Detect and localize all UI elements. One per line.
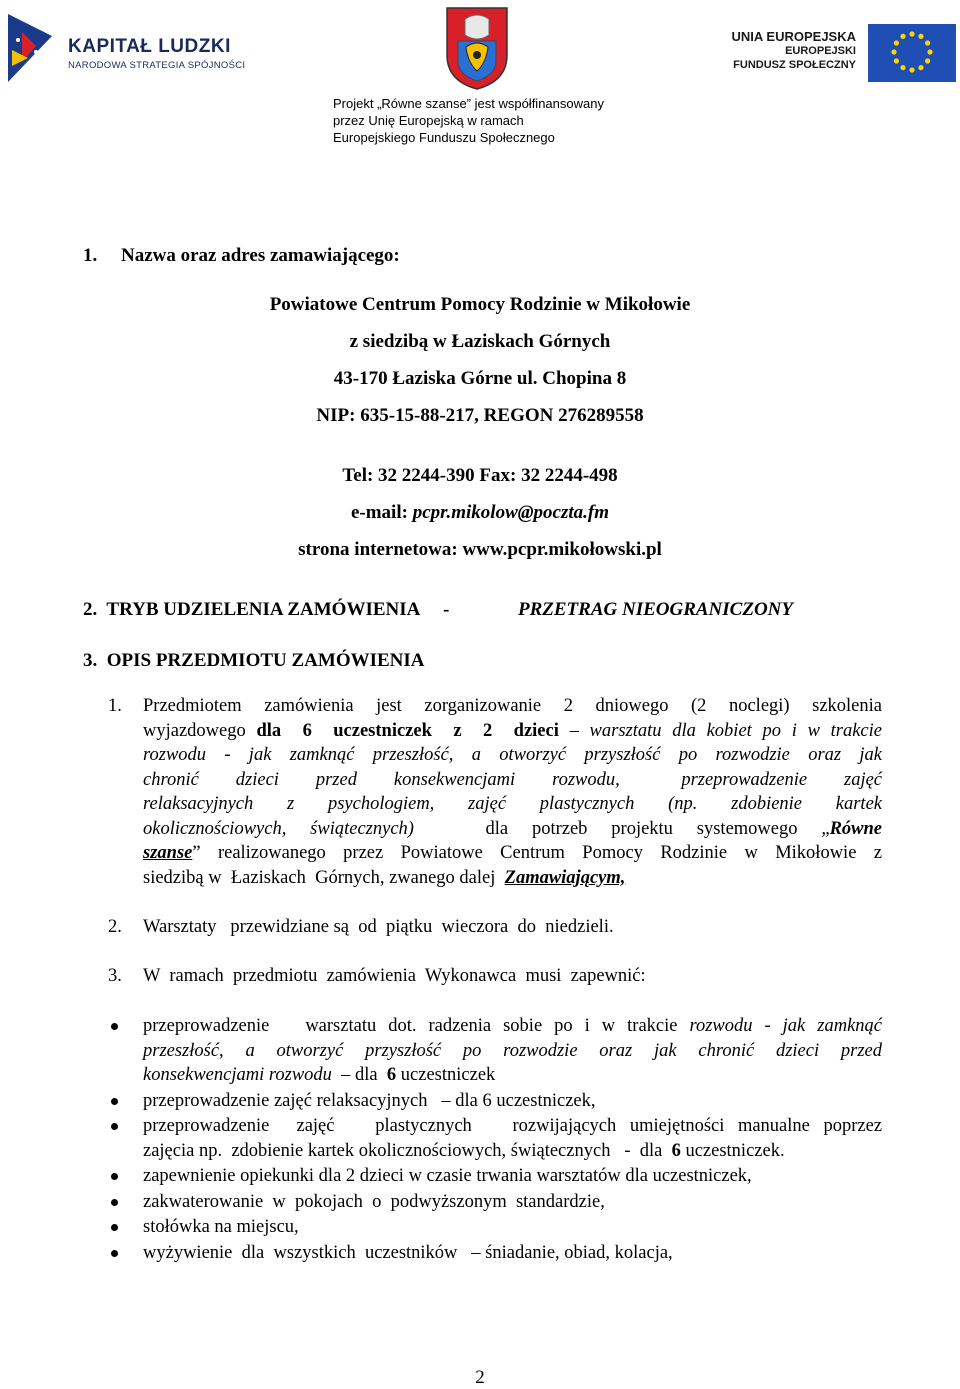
text-run: dla 6 uczestniczek z 2 dzieci <box>256 720 559 741</box>
orderer-address: 43-170 Łaziska Górne ul. Chopina 8 <box>333 368 627 389</box>
email-label: e-mail: <box>350 502 408 523</box>
text-run: – dla <box>331 1065 387 1085</box>
text-run: konsekwencjami rozwodu <box>143 1065 332 1085</box>
requirement-text <box>143 1114 882 1163</box>
text-run: Zamawiającym, <box>504 867 626 888</box>
bullet-icon <box>111 1224 118 1231</box>
orderer-email-row <box>0 502 960 524</box>
section1-heading: Nazwa oraz adres zamawiającego: <box>121 245 400 266</box>
text-line <box>143 792 882 817</box>
text-run: przeszłość, a otworzyć przyszłość po rozwodzie oraz jak chronić dzieci przed <box>143 1040 882 1061</box>
text-run: wyżywienie dla wszystkich uczestników – śniadanie, obiad, kolacja, <box>143 1242 673 1263</box>
text-line <box>143 817 882 842</box>
bullet-icon <box>111 1098 118 1105</box>
project-note <box>333 95 604 146</box>
coat-of-arms-icon <box>444 5 510 91</box>
text-line <box>143 1039 882 1064</box>
orderer-nip-regon: NIP: 635-15-88-217, REGON 276289558 <box>316 405 644 426</box>
text-run: wyjazdowego <box>143 720 257 741</box>
www-link[interactable]: www.pcpr.mikołowski.pl <box>462 539 662 560</box>
text-run: relaksacyjnych z psychologiem, zajęć plastycznych (np. zdobienie kartek <box>143 794 882 814</box>
section1-heading-number: 1. <box>83 245 98 266</box>
text-run: zakwaterowanie w pokojach o podwyższonym standardzie, <box>143 1191 605 1212</box>
text-line <box>143 1014 882 1039</box>
text-run: warsztatu dla kobiet po i w trakcie <box>589 720 882 741</box>
text-run: Przedmiotem zamówienia jest zorganizowanie 2 dniowego (2 noclegi) szkolenia <box>143 696 882 716</box>
text-run: szanse <box>143 843 193 863</box>
text-run: – <box>558 720 590 741</box>
bullet-icon <box>111 1123 118 1130</box>
eu-flag-icon <box>868 24 956 82</box>
text-line <box>143 866 882 891</box>
text-line <box>143 1164 882 1189</box>
text-run: 6 <box>671 1140 681 1161</box>
page-number: 2 <box>475 1367 485 1388</box>
item3-number: 3. <box>108 966 122 986</box>
requirement-text <box>143 1089 882 1114</box>
kapital-ludzki-logo <box>6 10 246 86</box>
item2-text: Warsztaty przewidziane są od piątku wieczora do niedzieli. <box>143 917 614 937</box>
text-line <box>143 768 882 793</box>
www-label: strona internetowa: <box>298 539 458 560</box>
coat-of-arms <box>444 5 510 91</box>
requirement-text <box>143 1241 882 1266</box>
text-run: Równe <box>829 818 882 839</box>
project-note-line: przez Unię Europejską w ramach <box>333 113 524 128</box>
project-note-line: Projekt „Równe szanse” jest współfinansowany <box>333 96 604 111</box>
text-line <box>143 1215 882 1240</box>
requirement-text <box>143 1215 882 1240</box>
orderer-seat: z siedzibą w Łaziskach Górnych <box>349 331 611 352</box>
text-run: stołówka na miejscu, <box>143 1217 299 1237</box>
eu-logo <box>700 24 956 84</box>
bullet-icon <box>111 1199 118 1206</box>
item1-number: 1. <box>108 696 122 716</box>
text-run: chronić dzieci przed konsekwencjami rozwodu, przeprowadzenie zajęć <box>143 769 882 790</box>
item2-number: 2. <box>108 917 122 937</box>
section2-heading: 2. TRYB UDZIELENIA ZAMÓWIENIA - <box>83 599 450 620</box>
orderer-name: Powiatowe Centrum Pomocy Rodzinie w Mikołowie <box>269 294 691 315</box>
text-run: uczestniczek <box>396 1065 496 1085</box>
kapital-ludzki-title: KAPITAŁ LUDZKI <box>68 36 231 57</box>
text-run: dla potrzeb projektu systemowego „ <box>413 818 830 839</box>
text-run: zajęcia np. zdobienie kartek okolicznościowych, świątecznych - dla <box>143 1140 672 1161</box>
text-line <box>143 694 882 719</box>
eu-logo-line2: EUROPEJSKI <box>785 45 856 57</box>
kapital-ludzki-subtitle: NARODOWA STRATEGIA SPÓJNOŚCI <box>68 60 246 71</box>
kapital-ludzki-emblem-icon <box>6 10 56 84</box>
requirement-text <box>143 1014 882 1088</box>
bullet-icon <box>111 1173 118 1180</box>
email-link[interactable]: pcpr.mikolow@poczta.fm <box>412 502 610 523</box>
text-line <box>143 1190 882 1215</box>
bullet-icon <box>111 1023 118 1030</box>
text-run: okolicznościowych, świątecznych) <box>143 818 414 839</box>
requirement-text <box>143 1190 882 1215</box>
text-run: rozwodu - jak zamknąć przeszłość, a otworzyć przyszłość po rozwodzie oraz jak <box>143 745 882 765</box>
text-run: zapewnienie opiekunki dla 2 dzieci w czasie trwania warsztatów dla uczestniczek, <box>143 1166 752 1186</box>
item1-paragraph <box>143 694 882 890</box>
text-line <box>143 1139 882 1164</box>
text-run: uczestniczek. <box>680 1140 785 1161</box>
text-run: przeprowadzenie zajęć relaksacyjnych – dla 6 uczestniczek, <box>143 1090 596 1111</box>
text-line <box>143 1089 882 1114</box>
text-line <box>143 743 882 768</box>
text-line <box>143 719 882 744</box>
item3-text: W ramach przedmiotu zamówienia Wykonawca musi zapewnić: <box>143 966 646 986</box>
eu-logo-line3: FUNDUSZ SPOŁECZNY <box>733 59 856 71</box>
bullet-icon <box>111 1250 118 1257</box>
text-run: przeprowadzenie zajęć plastycznych rozwijających umiejętności manualne poprzez <box>143 1116 882 1136</box>
text-line <box>143 1241 882 1266</box>
orderer-phone-fax: Tel: 32 2244-390 Fax: 32 2244-498 <box>342 465 618 486</box>
text-line <box>143 841 882 866</box>
section2-value: PRZETRAG NIEOGRANICZONY <box>518 599 793 620</box>
text-run: siedzibą w Łaziskach Górnych, zwanego dalej <box>143 867 505 888</box>
text-run: rozwodu - jak zamknąć <box>689 1016 883 1036</box>
eu-logo-line1: UNIA EUROPEJSKA <box>731 29 856 44</box>
requirement-text <box>143 1164 882 1189</box>
text-line <box>143 1063 882 1088</box>
section3-heading: 3. OPIS PRZEDMIOTU ZAMÓWIENIA <box>83 650 425 671</box>
text-run: przeprowadzenie warsztatu dot. radzenia sobie po i w trakcie <box>143 1016 690 1036</box>
text-run: 6 <box>386 1065 397 1085</box>
project-note-line: Europejskiego Funduszu Społecznego <box>333 130 555 145</box>
orderer-www-row <box>0 539 960 561</box>
text-run: ” realizowanego przez Powiatowe Centrum Pomocy Rodzinie w Mikołowie z <box>192 843 882 863</box>
text-line <box>143 1114 882 1139</box>
